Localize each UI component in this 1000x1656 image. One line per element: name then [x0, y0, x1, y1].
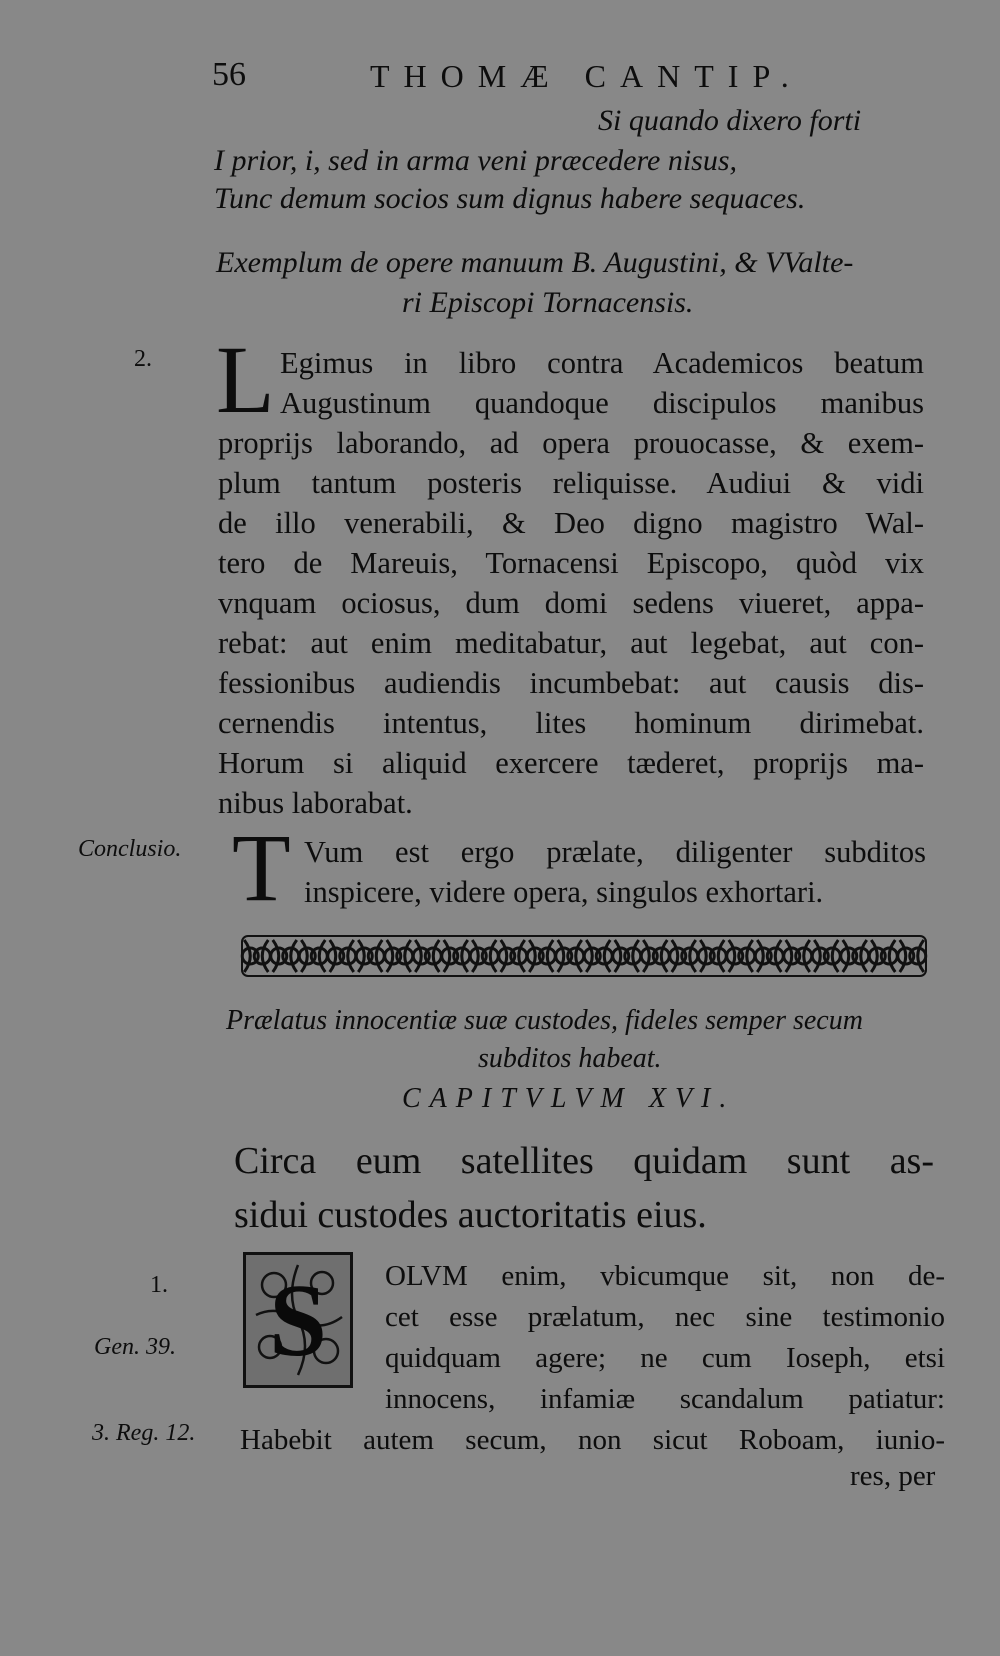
body-line-8: rebat: aut enim meditabatur, aut legebat, aut con-: [218, 626, 924, 660]
margin-label-conclusio: Conclusio.: [78, 836, 182, 862]
body-line-12: nibus laborabat.: [218, 786, 413, 820]
catchword: res, per: [850, 1460, 936, 1492]
ornament-loop: [529, 940, 553, 972]
ornament-loop: [814, 940, 838, 972]
chapter-lead-line-2: sidui custodes auctoritatis eius.: [234, 1194, 707, 1236]
ornament-loop: [472, 940, 496, 972]
decorated-initial-letter: S: [269, 1262, 327, 1378]
ornament-loop: [843, 940, 867, 972]
ornament-loop: [672, 940, 696, 972]
ornament-loop: [871, 940, 895, 972]
ornament-loop: [501, 940, 525, 972]
body-line-11: Horum si aliquid exercere tæderet, proprijs ma-: [218, 746, 924, 780]
ornament-loop: [358, 940, 382, 972]
verse-line-1: Si quando dixero forti: [598, 104, 862, 137]
p2-line-2: cet esse prælatum, nec sine testimonio: [385, 1301, 945, 1333]
body-line-6: tero de Mareuis, Tornacensi Episcopo, quòd vix: [218, 546, 924, 580]
margin-number-2: 2.: [134, 346, 152, 372]
running-title: THOMÆ CANTIP.: [370, 58, 803, 94]
ornament-loop: [301, 940, 325, 972]
conclusio-line-1: Vum est ergo prælate, diligenter subditos: [304, 835, 926, 869]
p2-line-1: OLVM enim, vbicumque sit, non de-: [385, 1260, 945, 1292]
conclusio-line-2: inspicere, videre opera, singulos exhortari.: [304, 875, 824, 909]
body-line-3: proprijs laborando, ad opera prouocasse, & exem-: [218, 426, 924, 460]
ornament-loop: [444, 940, 468, 972]
decorated-initial: [243, 1252, 353, 1388]
margin-ref-genesis: Gen. 39.: [94, 1334, 176, 1360]
body-line-5: de illo venerabili, & Deo digno magistro Wal-: [218, 506, 924, 540]
ornament-loop: [643, 940, 667, 972]
ornament-loop: [615, 940, 639, 972]
ornament-loop: [387, 940, 411, 972]
body-line-7: vnquam ociosus, dum domi sedens viueret, appa-: [218, 586, 924, 620]
body-line-10: cernendis intentus, lites hominum dirimebat.: [218, 706, 924, 740]
p2-line-4: innocens, infamiæ scandalum patiatur:: [385, 1383, 945, 1415]
chapter-summary-line-2: subditos habeat.: [478, 1043, 662, 1074]
ornament-loop: [900, 940, 924, 972]
page-number: 56: [212, 56, 246, 93]
drop-cap-L: L: [216, 326, 275, 433]
ornament-loop: [244, 940, 268, 972]
ornament-loop: [700, 940, 724, 972]
ornament-loop: [415, 940, 439, 972]
margin-number-1: 1.: [150, 1272, 168, 1298]
ornament-loop: [330, 940, 354, 972]
verse-line-3: Tunc demum socios sum dignus habere sequaces.: [214, 182, 806, 215]
ornament-loop: [586, 940, 610, 972]
margin-ref-reges: 3. Reg. 12.: [92, 1420, 196, 1446]
drop-cap-T: T: [232, 814, 291, 921]
ornament-loop: [757, 940, 781, 972]
ornament-loop: [273, 940, 297, 972]
chapter-summary-line-1: Prælatus innocentiæ suæ custodes, fideles semper secum: [226, 1005, 863, 1036]
ornamental-band: [240, 930, 928, 982]
chapter-lead-line-1: Circa eum satellites quidam sunt as-: [234, 1140, 934, 1182]
ornament-loop: [786, 940, 810, 972]
body-line-1: Egimus in libro contra Academicos beatum: [280, 346, 924, 380]
ornament-loop: [729, 940, 753, 972]
body-line-2: Augustinum quandoque discipulos manibus: [280, 386, 924, 420]
section-heading-line-1: Exemplum de opere manuum B. Augustini, & VValte-: [216, 246, 854, 279]
body-line-4: plum tantum posteris reliquisse. Audiui & vidi: [218, 466, 924, 500]
p2-line-3: quidquam agere; ne cum Ioseph, etsi: [385, 1342, 945, 1374]
p2-line-5: Habebit autem secum, non sicut Roboam, iunio-: [240, 1424, 945, 1456]
chapter-heading: CAPITVLVM XVI.: [402, 1083, 736, 1114]
ornament-loop: [558, 940, 582, 972]
body-line-9: fessionibus audiendis incumbebat: aut causis dis-: [218, 666, 924, 700]
section-heading-line-2: ri Episcopi Tornacensis.: [402, 286, 694, 319]
verse-line-2: I prior, i, sed in arma veni præcedere nisus,: [214, 144, 738, 177]
